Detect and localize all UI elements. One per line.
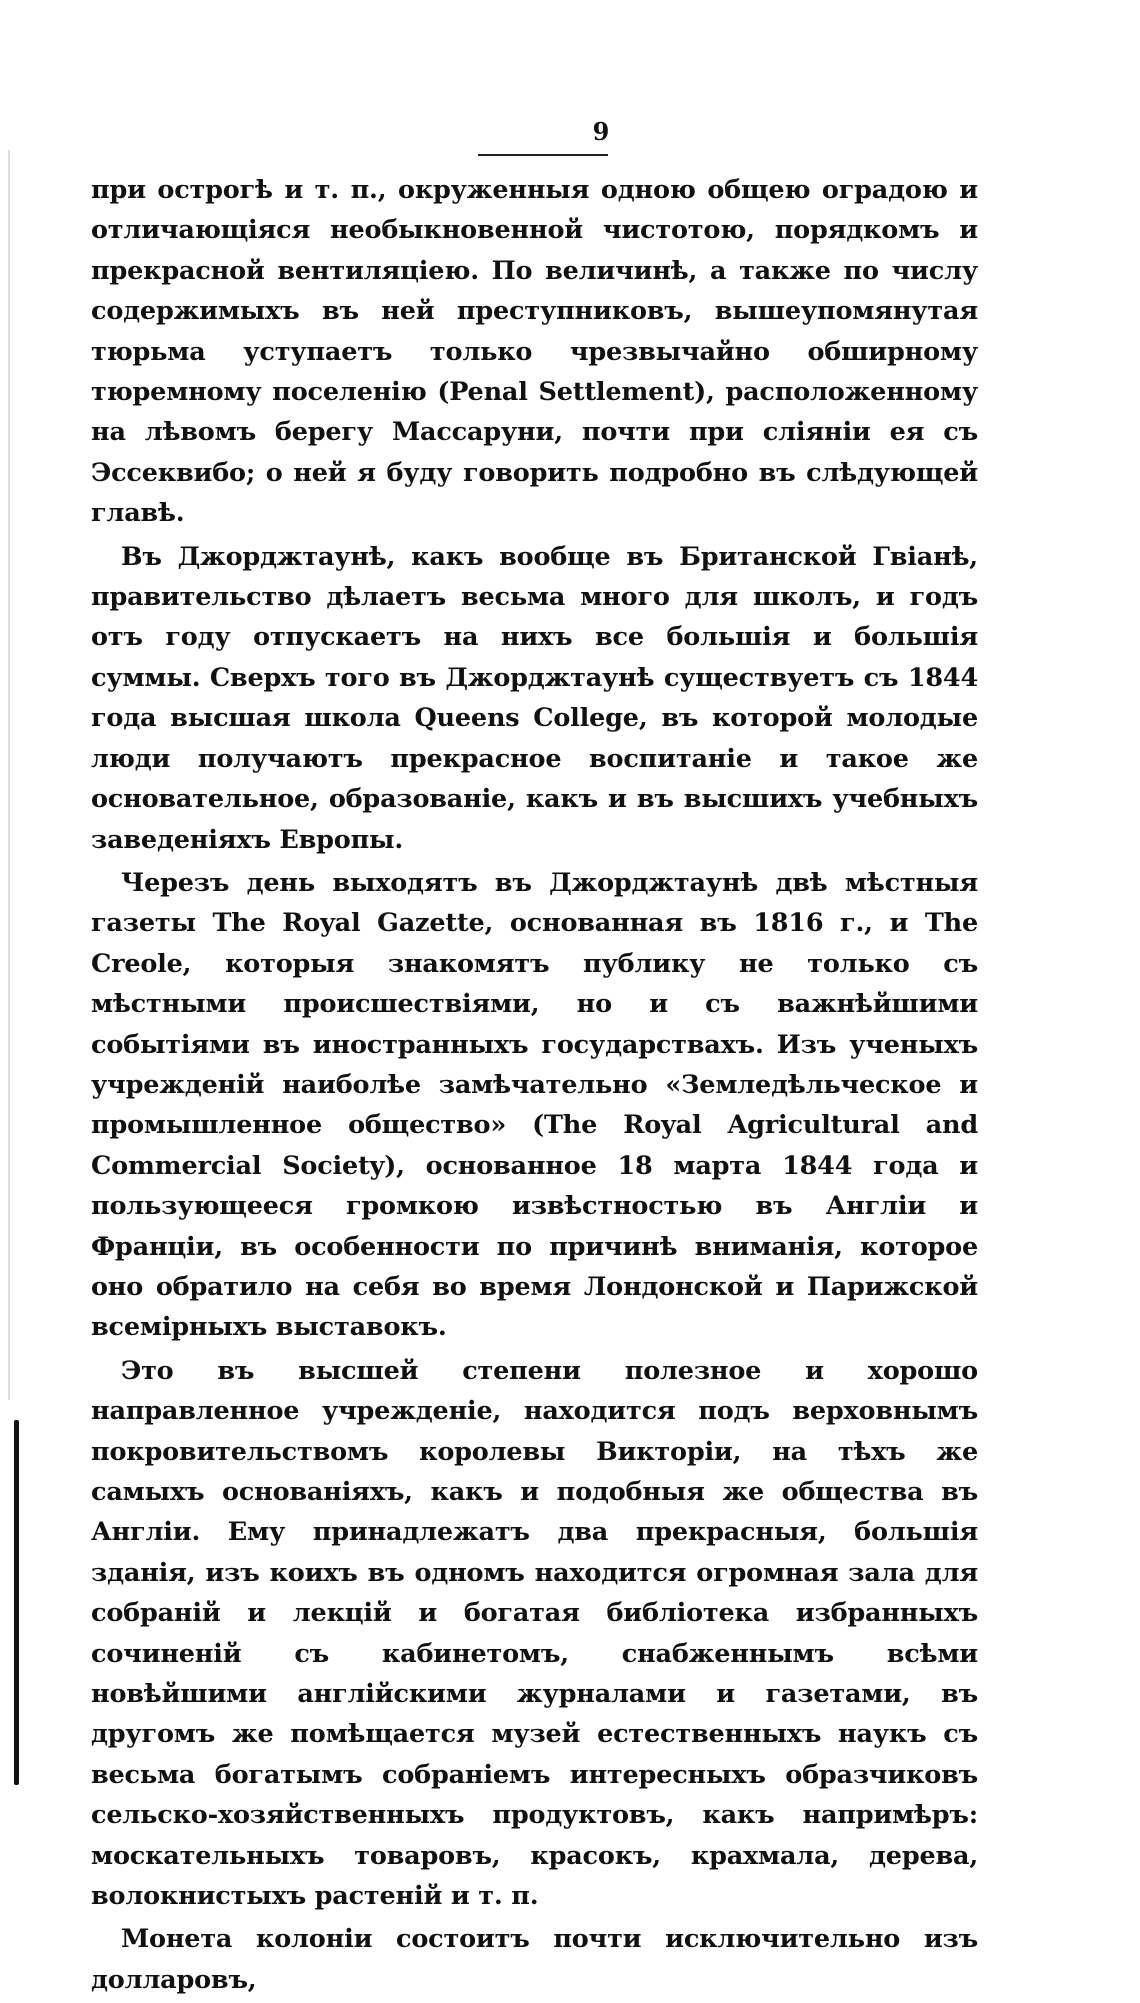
paragraph-2: Въ Джорджтаунѣ, какъ вообще въ Британской Гвіанѣ, правительство дѣлаетъ весьма много для школъ, и годъ отъ году отпускаетъ на нихъ все большія и большія суммы. Сверхъ того въ Джорджтаунѣ существуетъ съ 1844 года высшая школа Queens College, въ которой молодые люди получаютъ прекрасное воспитаніе и такое же основательное, образованіе, какъ и въ высшихъ учебныхъ заведеніяхъ Европы. xyxy=(91,541,978,855)
page-number: 9 xyxy=(592,117,610,146)
margin-scan-shadow xyxy=(8,150,10,1400)
body-text xyxy=(91,170,978,2003)
paragraph-4: Это въ высшей степени полезное и хорошо направленное учрежденіе, находится подъ верховнымъ покровительствомъ королевы Викторіи, на тѣхъ же самыхъ основаніяхъ, какъ и подобныя же общества въ Англіи. Ему принадлежатъ два прекрасныя, большія зданія, изъ коихъ въ одномъ находится огромная зала для собраній и лекцій и богатая библіотека избранныхъ сочиненій съ кабинетомъ, снабженнымъ всѣми новѣйшими англійскими журналами и газетами, въ другомъ же помѣщается музей естественныхъ наукъ съ весьма богатымъ собраніемъ интересныхъ образчиковъ сельско-хозяйственныхъ продуктовъ, какъ напримѣръ: москательныхъ товаровъ, красокъ, крахмала, дерева, волокнистыхъ растеній и т. п. xyxy=(91,1355,978,1912)
paragraph-3: Черезъ день выходятъ въ Джорджтаунѣ двѣ мѣстныя газеты The Royal Gazette, основанная въ 1816 г., и The Creole, которыя знакомятъ публику не только съ мѣстными происшествіями, но и съ важнѣйшими событіями въ иностранныхъ государствахъ. Изъ ученыхъ учрежденій наиболѣе замѣчательно «Земледѣльческое и промышленное общество» (The Royal Agricultural and Commercial Society), основанное 18 марта 1844 года и пользующееся громкою извѣстностью въ Англіи и Франціи, въ особенности по причинѣ вниманія, которое оно обратило на себя во время Лондонской и Парижской всемірныхъ выставокъ. xyxy=(91,867,978,1343)
paragraph-5: Монета колоніи состоитъ почти исключительно изъ долларовъ, xyxy=(91,1924,978,1995)
header-rule xyxy=(478,154,608,156)
paragraph-1: при острогѣ и т. п., окруженныя одною общею оградою и отличающіяся необыкновенной чистотою, порядкомъ и прекрасной вентиляціею. По величинѣ, а также по числу содержимыхъ въ ней преступниковъ, вышеупомянутая тюрьма уступаетъ только чрезвычайно обширному тюремному поселенію (Penal Settlement), расположенному на лѣвомъ берегу Массаруни, почти при сліяніи ея съ Эссеквибо; о ней я буду говорить подробно въ слѣдующей главѣ. xyxy=(91,175,978,529)
margin-scan-mark xyxy=(14,1420,19,1785)
